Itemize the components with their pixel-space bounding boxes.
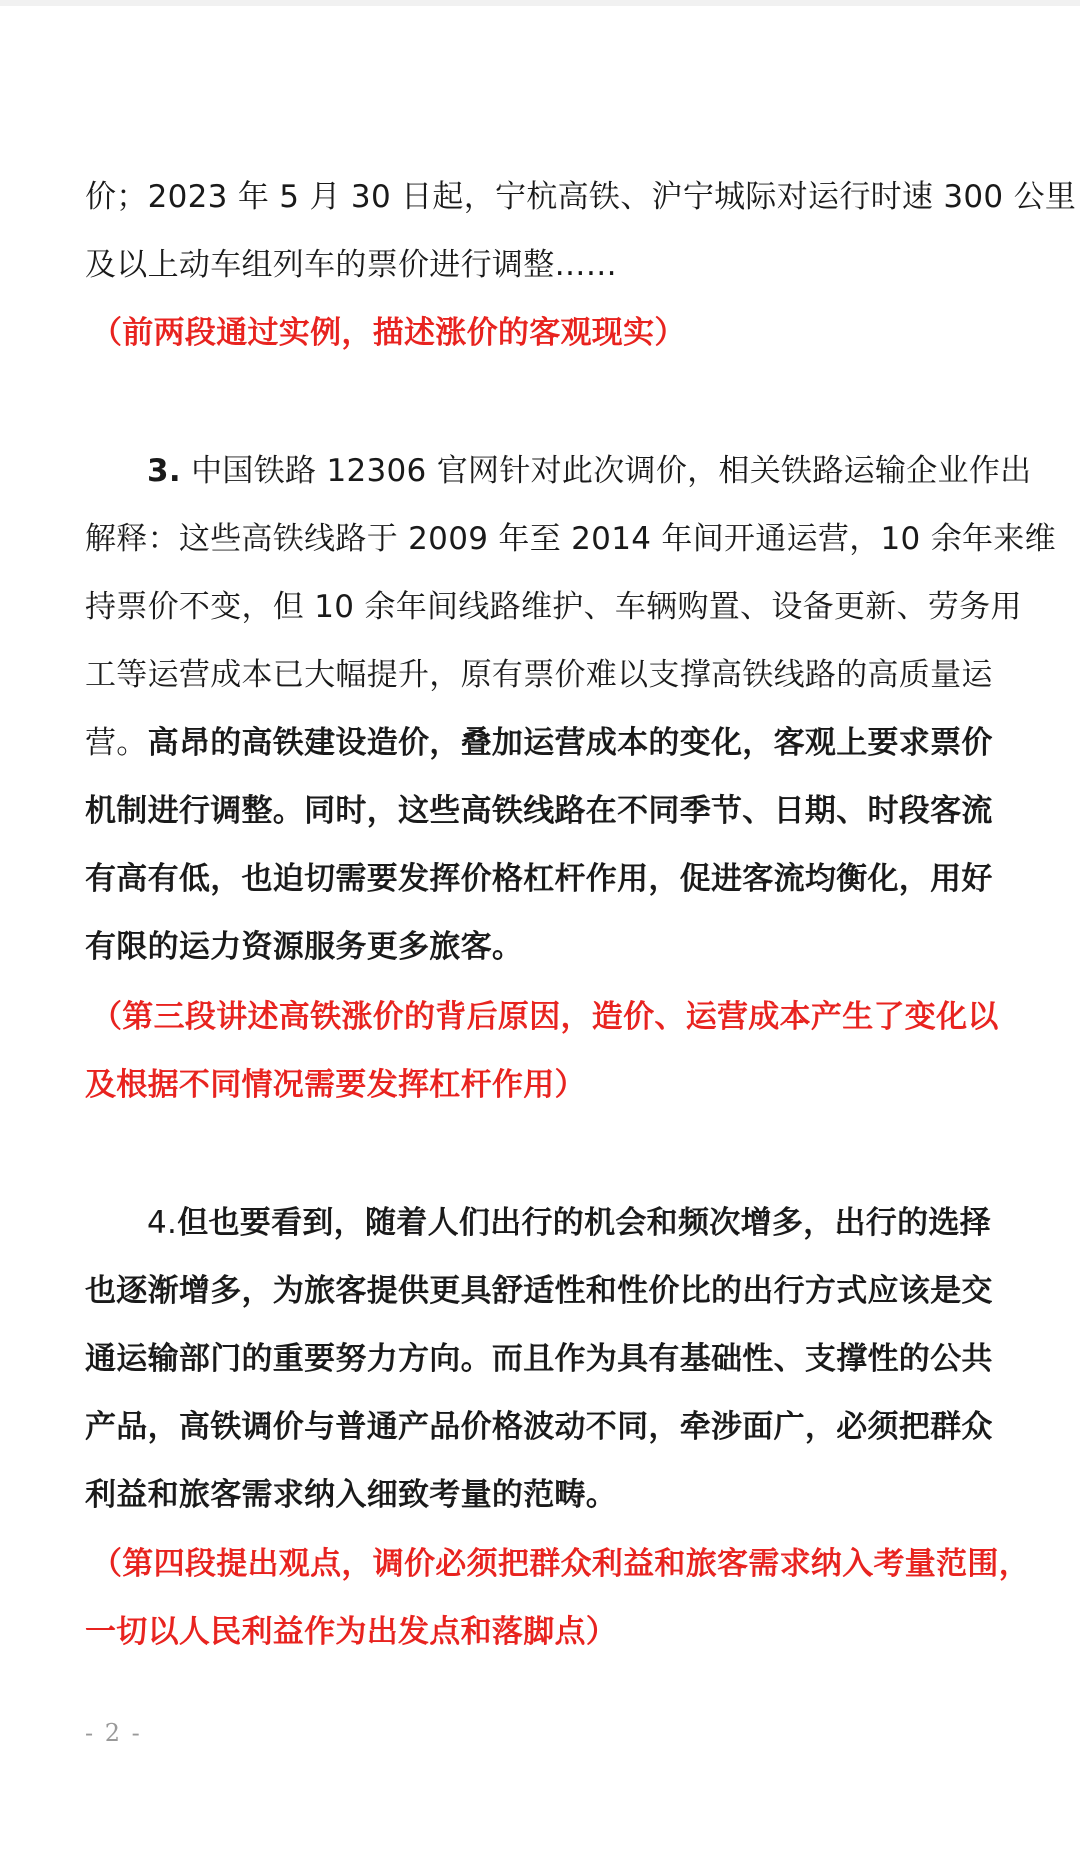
paragraph-bold-text: 但也要看到，随着人们出行的机会和频次增多，出行的选择 bbox=[177, 1205, 991, 1241]
annotation-paragraph-2 bbox=[91, 299, 1011, 367]
annotation-line: 一切以人民利益作为出发点和落脚点） bbox=[85, 1614, 618, 1650]
paragraph-bold-line: 有限的运力资源服务更多旅客。 bbox=[85, 929, 524, 965]
annotation-line: （前两段通过实例，描述涨价的客观现实） bbox=[91, 315, 686, 351]
paragraph-bold-line: 也逐渐增多，为旅客提供更具舒适性和性价比的出行方式应该是交 bbox=[85, 1273, 993, 1309]
paragraph-text: 中国铁路 12306 官网针对此次调价，相关铁路运输企业作出 bbox=[191, 453, 1032, 489]
paragraph-line: 工等运营成本已大幅提升，原有票价难以支撑高铁线路的高质量运 bbox=[85, 657, 993, 693]
paragraph-bold-line: 机制进行调整。同时，这些高铁线路在不同季节、日期、时段客流 bbox=[85, 793, 993, 829]
paragraph-2-end bbox=[85, 163, 1077, 299]
annotation-line: （第四段提出观点，调价必须把群众利益和旅客需求纳入考量范围， bbox=[91, 1546, 1030, 1582]
paragraph-bold-line: 通运输部门的重要努力方向。而且作为具有基础性、支撑性的公共 bbox=[85, 1341, 993, 1377]
top-divider bbox=[0, 0, 1080, 6]
paragraph-mixed-line bbox=[85, 709, 1005, 777]
paragraph-3 bbox=[85, 437, 1056, 981]
paragraph-bold-line: 有高有低，也迫切需要发挥价格杠杆作用，促进客流均衡化，用好 bbox=[85, 861, 993, 897]
paragraph-first-line bbox=[85, 437, 1032, 505]
paragraph-4 bbox=[85, 1189, 1005, 1529]
annotation-line: （第三段讲述高铁涨价的背后原因，造价、运营成本产生了变化以 bbox=[91, 999, 999, 1035]
paragraph-line: 持票价不变，但 10 余年间线路维护、车辆购置、设备更新、劳务用 bbox=[85, 589, 1022, 625]
paragraph-first-line bbox=[85, 1189, 1005, 1257]
paragraph-number: 3. bbox=[147, 453, 181, 489]
paragraph-text: 营。 bbox=[85, 725, 148, 761]
paragraph-line: 价；2023 年 5 月 30 日起，宁杭高铁、沪宁城际对运行时速 300 公里 bbox=[85, 179, 1077, 215]
paragraph-bold-line: 产品，高铁调价与普通产品价格波动不同，牵涉面广，必须把群众 bbox=[85, 1409, 993, 1445]
annotation-paragraph-3 bbox=[85, 983, 1011, 1119]
paragraph-number: 4. bbox=[147, 1205, 178, 1241]
annotation-paragraph-4 bbox=[85, 1530, 1030, 1666]
annotation-line: 及根据不同情况需要发挥杠杆作用） bbox=[85, 1067, 586, 1103]
paragraph-bold-text: 高昂的高铁建设造价，叠加运营成本的变化，客观上要求票价 bbox=[147, 725, 993, 761]
paragraph-line: 及以上动车组列车的票价进行调整…… bbox=[85, 247, 618, 283]
paragraph-line: 解释：这些高铁线路于 2009 年至 2014 年间开通运营，10 余年来维 bbox=[85, 521, 1056, 557]
paragraph-bold-line: 利益和旅客需求纳入细致考量的范畴。 bbox=[85, 1477, 618, 1513]
page-number: - 2 - bbox=[85, 1719, 142, 1747]
